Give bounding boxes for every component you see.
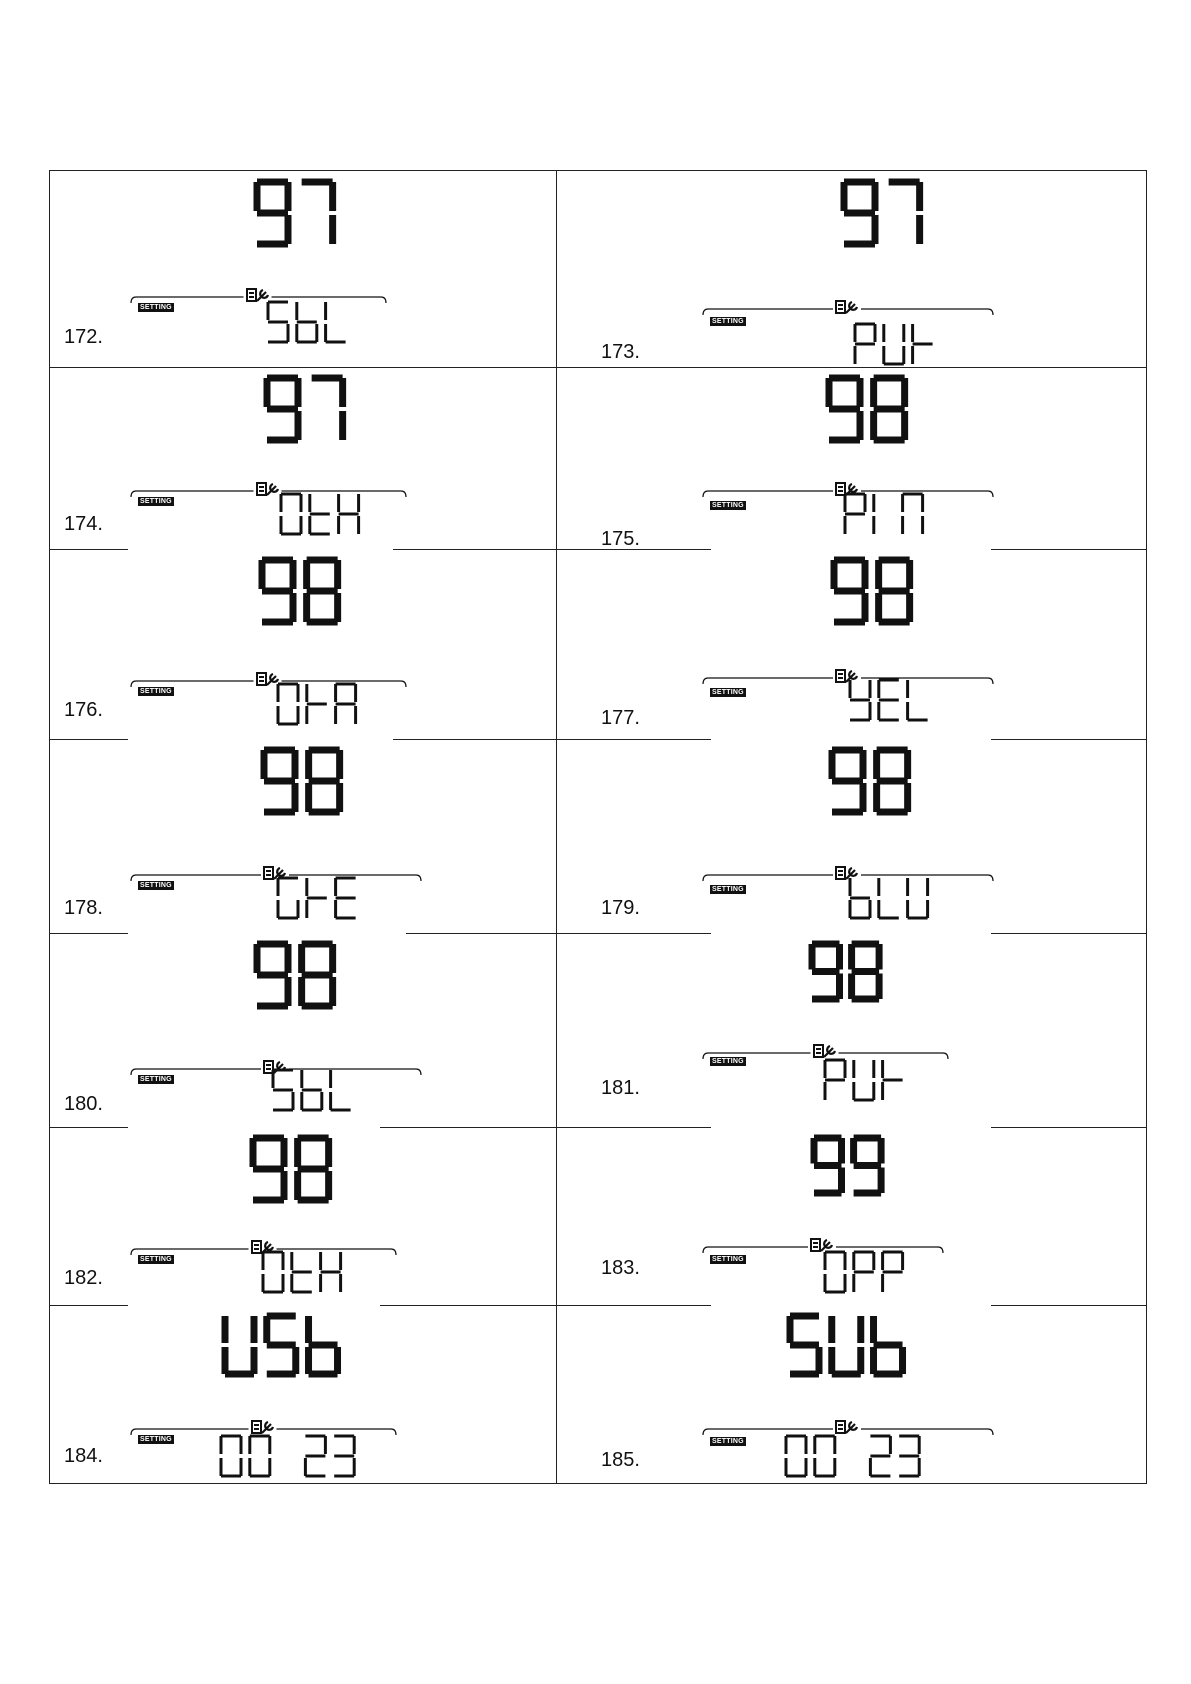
setting-badge: SETTING: [140, 688, 172, 695]
item-number: 173.: [601, 341, 640, 363]
item-number: 178.: [64, 897, 103, 919]
setting-badge: SETTING: [712, 1256, 744, 1263]
item-number: 176.: [64, 699, 103, 721]
lcd-main-value: [783, 1309, 910, 1386]
item-number: 174.: [64, 513, 103, 535]
setting-badge: SETTING: [140, 304, 172, 311]
setting-badge: SETTING: [140, 1256, 172, 1263]
item-number: 180.: [64, 1093, 103, 1115]
item-number: 179.: [601, 897, 640, 919]
setting-cell: [557, 171, 1147, 1483]
item-number: 184.: [64, 1445, 103, 1467]
item-number: 177.: [601, 707, 640, 729]
lcd-setting-code: [783, 1433, 922, 1484]
item-number: 183.: [601, 1257, 640, 1279]
item-number: 175.: [601, 528, 640, 550]
setting-badge: SETTING: [140, 1076, 172, 1083]
setting-badge: SETTING: [712, 1058, 744, 1065]
setting-badge: SETTING: [140, 1436, 172, 1443]
setting-badge: SETTING: [712, 1438, 744, 1445]
setting-badge: SETTING: [712, 886, 744, 893]
setting-badge: SETTING: [140, 882, 172, 889]
setting-badge: SETTING: [712, 689, 744, 696]
setting-badge: SETTING: [712, 318, 744, 325]
setting-cell: [50, 171, 556, 1483]
item-number: 172.: [64, 326, 103, 348]
item-number: 181.: [601, 1077, 640, 1099]
setting-badge: SETTING: [712, 502, 744, 509]
settings-table: [49, 170, 1147, 1484]
item-number: 182.: [64, 1267, 103, 1289]
setting-badge: SETTING: [140, 498, 172, 505]
lcd-main-value: [218, 1309, 345, 1386]
lcd-setting-code: [218, 1433, 357, 1484]
item-number: 185.: [601, 1449, 640, 1471]
